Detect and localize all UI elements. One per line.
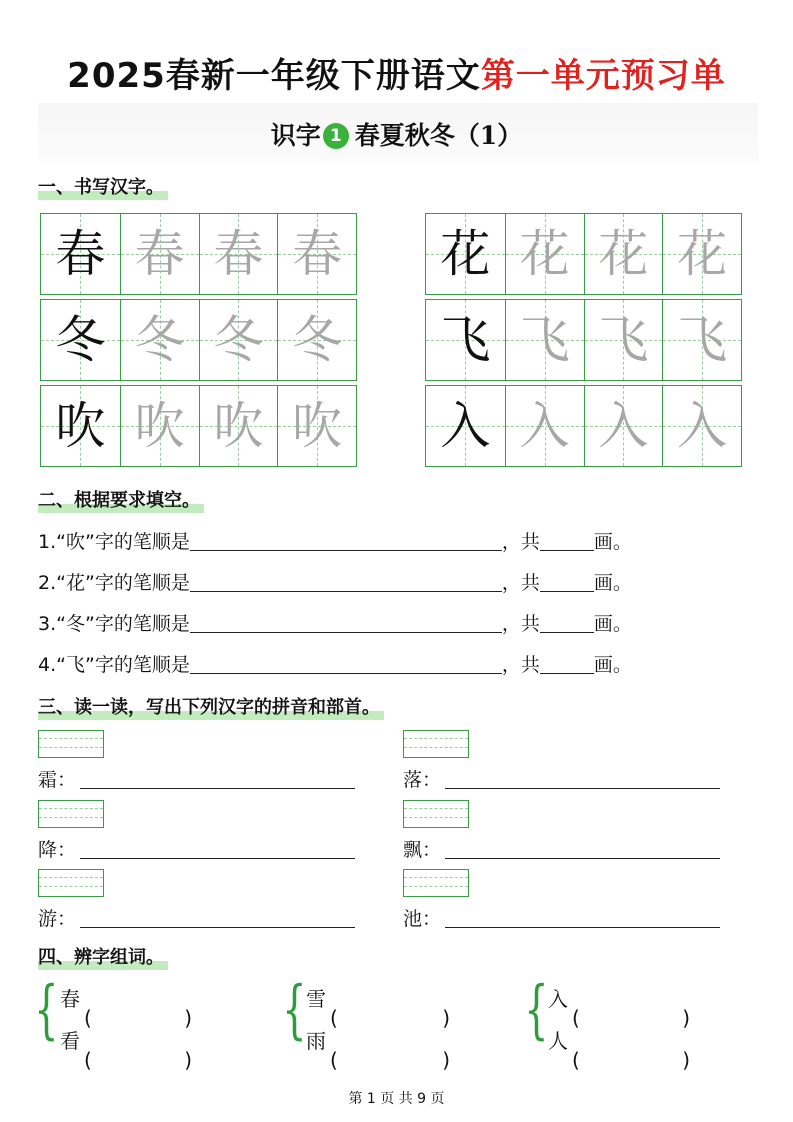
title-main: 2025春新一年级下册语文 — [67, 56, 481, 96]
trace-character-cell[interactable] — [584, 386, 663, 466]
model-character-cell — [426, 214, 505, 294]
lesson-name: 春夏秋冬（1） — [354, 121, 523, 150]
character-label: 飘： — [403, 839, 442, 861]
stroke-count-blank[interactable] — [540, 531, 594, 551]
trace-character-cell[interactable] — [505, 386, 584, 466]
word-group-1-second — [60, 1029, 192, 1072]
trace-character-cell[interactable] — [199, 214, 278, 294]
character-grid-row — [40, 385, 357, 467]
question-end: 画。 — [593, 531, 632, 553]
page-title — [0, 48, 793, 97]
brace-icon: { — [282, 973, 307, 1047]
paren-open: ( — [84, 1048, 92, 1072]
trace-character: 入 — [519, 397, 570, 455]
stroke-order-blank[interactable] — [190, 654, 502, 674]
trace-character-cell[interactable] — [199, 386, 278, 466]
trace-character: 花 — [598, 225, 649, 283]
trace-character: 吹 — [292, 397, 343, 455]
question-label: 3.“冬”字的笔顺是 — [38, 613, 190, 635]
trace-character: 飞 — [519, 311, 570, 369]
question-mid: ，共 — [501, 531, 540, 553]
paren-close: ) — [682, 1006, 690, 1030]
word-group-2-first — [306, 987, 450, 1030]
trace-character-cell[interactable] — [584, 300, 663, 380]
trace-character: 冬 — [213, 311, 264, 369]
word-group-1-first — [60, 987, 192, 1030]
trace-character-cell[interactable] — [505, 300, 584, 380]
trace-character: 入 — [598, 397, 649, 455]
radical-blank[interactable] — [80, 771, 355, 789]
trace-character-cell[interactable] — [505, 214, 584, 294]
lesson-number-badge: 1 — [323, 123, 349, 149]
trace-character: 冬 — [134, 311, 185, 369]
stroke-order-question-2 — [38, 571, 632, 595]
trace-character: 吹 — [213, 397, 264, 455]
group-char: 春 — [60, 987, 80, 1011]
trace-character-cell[interactable] — [662, 386, 741, 466]
paren-close: ) — [184, 1006, 192, 1030]
character-grid-row — [425, 213, 742, 295]
model-character-cell — [426, 300, 505, 380]
character-grid-row — [40, 299, 357, 381]
stroke-count-blank[interactable] — [540, 572, 594, 592]
pinyin-box[interactable] — [38, 800, 104, 828]
stroke-order-blank[interactable] — [190, 531, 502, 551]
paren-open: ( — [330, 1048, 338, 1072]
page-footer: 第 1 页 共 9 页 — [348, 1091, 445, 1107]
trace-character: 冬 — [292, 311, 343, 369]
title-highlight: 第一单元预习单 — [480, 56, 726, 96]
paren-open: ( — [330, 1006, 338, 1030]
group-char: 看 — [60, 1029, 80, 1053]
model-character: 入 — [440, 397, 491, 455]
stroke-order-question-4 — [38, 653, 632, 677]
lesson-title — [0, 116, 793, 152]
question-label: 2.“花”字的笔顺是 — [38, 572, 190, 594]
radical-blank[interactable] — [80, 910, 355, 928]
question-end: 画。 — [593, 572, 632, 594]
character-grid-row — [40, 213, 357, 295]
pinyin-row-right-3 — [403, 907, 720, 931]
stroke-order-question-1 — [38, 530, 632, 554]
model-character-cell — [426, 386, 505, 466]
group-char: 人 — [548, 1029, 568, 1053]
radical-blank[interactable] — [445, 841, 720, 859]
trace-character: 春 — [134, 225, 185, 283]
model-character: 花 — [440, 225, 491, 283]
trace-character: 吹 — [134, 397, 185, 455]
word-group-2-second — [306, 1029, 450, 1072]
pinyin-row-left-1 — [38, 768, 355, 792]
question-mid: ，共 — [501, 613, 540, 635]
brace-icon: { — [524, 973, 549, 1047]
model-character: 吹 — [55, 397, 106, 455]
stroke-count-blank[interactable] — [540, 613, 594, 633]
paren-open: ( — [572, 1048, 580, 1072]
trace-character: 飞 — [598, 311, 649, 369]
trace-character-cell[interactable] — [120, 386, 199, 466]
pinyin-box[interactable] — [38, 869, 104, 897]
trace-character: 春 — [213, 225, 264, 283]
trace-character-cell[interactable] — [277, 214, 356, 294]
paren-open: ( — [84, 1006, 92, 1030]
model-character: 冬 — [55, 311, 106, 369]
section-1-heading: 一、书写汉字。 — [38, 177, 168, 199]
pinyin-box[interactable] — [403, 869, 469, 897]
pinyin-row-left-3 — [38, 907, 355, 931]
group-char: 入 — [548, 987, 568, 1011]
character-label: 游： — [38, 908, 77, 930]
question-label: 4.“飞”字的笔顺是 — [38, 654, 190, 676]
trace-character: 花 — [519, 225, 570, 283]
paren-close: ) — [682, 1048, 690, 1072]
word-group-3-first — [548, 987, 690, 1030]
pinyin-box[interactable] — [403, 800, 469, 828]
model-character: 飞 — [440, 311, 491, 369]
trace-character-cell[interactable] — [662, 214, 741, 294]
section-4-heading: 四、辨字组词。 — [38, 947, 168, 969]
pinyin-box[interactable] — [38, 730, 104, 758]
paren-close: ) — [442, 1006, 450, 1030]
trace-character-cell[interactable] — [120, 300, 199, 380]
question-mid: ，共 — [501, 572, 540, 594]
paren-open: ( — [572, 1006, 580, 1030]
trace-character-cell[interactable] — [277, 300, 356, 380]
character-label: 降： — [38, 839, 77, 861]
model-character: 春 — [55, 225, 106, 283]
trace-character-cell[interactable] — [584, 214, 663, 294]
trace-character: 花 — [677, 225, 728, 283]
model-character-cell — [41, 214, 120, 294]
stroke-count-blank[interactable] — [540, 654, 594, 674]
stroke-order-question-3 — [38, 612, 632, 636]
pinyin-row-left-2 — [38, 838, 355, 862]
paren-close: ) — [442, 1048, 450, 1072]
section-3-heading: 三、读一读，写出下列汉字的拼音和部首。 — [38, 697, 384, 719]
radical-blank[interactable] — [80, 841, 355, 859]
question-end: 画。 — [593, 654, 632, 676]
pinyin-row-right-2 — [403, 838, 720, 862]
trace-character-cell[interactable] — [277, 386, 356, 466]
radical-blank[interactable] — [445, 771, 720, 789]
question-mid: ，共 — [501, 654, 540, 676]
brace-icon: { — [34, 973, 59, 1047]
pinyin-row-right-1 — [403, 768, 720, 792]
pinyin-box[interactable] — [403, 730, 469, 758]
character-label: 池： — [403, 908, 442, 930]
character-grid-row — [425, 299, 742, 381]
trace-character-cell[interactable] — [662, 300, 741, 380]
model-character-cell — [41, 300, 120, 380]
section-2-heading: 二、根据要求填空。 — [38, 490, 204, 512]
paren-close: ) — [184, 1048, 192, 1072]
trace-character: 飞 — [677, 311, 728, 369]
trace-character: 春 — [292, 225, 343, 283]
question-end: 画。 — [593, 613, 632, 635]
model-character-cell — [41, 386, 120, 466]
trace-character-cell[interactable] — [199, 300, 278, 380]
word-group-3-second — [548, 1029, 690, 1072]
character-label: 霜： — [38, 769, 77, 791]
trace-character-cell[interactable] — [120, 214, 199, 294]
group-char: 雪 — [306, 987, 326, 1011]
lesson-prefix: 识字 — [270, 121, 321, 150]
character-grid-row — [425, 385, 742, 467]
radical-blank[interactable] — [445, 910, 720, 928]
trace-character: 入 — [677, 397, 728, 455]
stroke-order-blank[interactable] — [190, 572, 502, 592]
group-char: 雨 — [306, 1029, 326, 1053]
question-label: 1.“吹”字的笔顺是 — [38, 531, 190, 553]
stroke-order-blank[interactable] — [190, 613, 502, 633]
character-label: 落： — [403, 769, 442, 791]
